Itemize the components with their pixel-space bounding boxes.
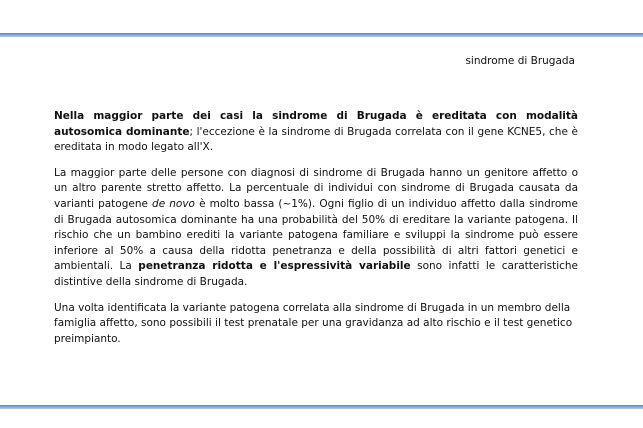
paragraph-inheritance (54, 109, 578, 156)
risk-text-part2: è molto bassa (~1%). Ogni figlio di un individuo affetto dalla sindrome di Brugada autosomica dominante ha una probabilità del 50% di ereditare la variante patogena. Il rischio che un bambino erediti la variante patogena familiare e sviluppi la sindrome può essere inferiore al 50% a causa della ridotta penetranza e della possibilità di altri fattori genetici e ambientali. La (54, 197, 579, 273)
inheritance-rest-text: ; l'eccezione è la sindrome di Brugada correlata con il gene KCNE5, che è ereditata in modo legato all'X. (54, 125, 578, 154)
risk-bold-text: penetranza ridotta e l'espressività variabile (138, 260, 411, 273)
risk-italic-text: de novo (152, 197, 195, 210)
paragraph-risk (54, 166, 578, 291)
page-header-label: sindrome di Brugada (465, 55, 575, 67)
document-body (54, 109, 578, 357)
bottom-divider (0, 405, 643, 409)
risk-text-part1: La maggior parte delle persone con diagnosi di sindrome di Brugada hanno un genitore affetto o un altro parente stretto affetto. La percentuale di individui con sindrome di Brugada causata da varianti patogene (54, 166, 578, 210)
top-divider (0, 33, 643, 37)
inheritance-bold-text: Nella maggior parte dei casi la sindrome di Brugada è ereditata con modalità autosomica dominante (54, 110, 578, 138)
paragraph-testing: Una volta identificata la variante patogena correlata alla sindrome di Brugada in un membro della famiglia affetto, sono possibili il test prenatale per una gravidanza ad alto rischio e il test genetico preimpianto. (54, 301, 573, 345)
risk-text-part3: sono infatti le caratteristiche distintive della sindrome di Brugada. (54, 260, 578, 288)
